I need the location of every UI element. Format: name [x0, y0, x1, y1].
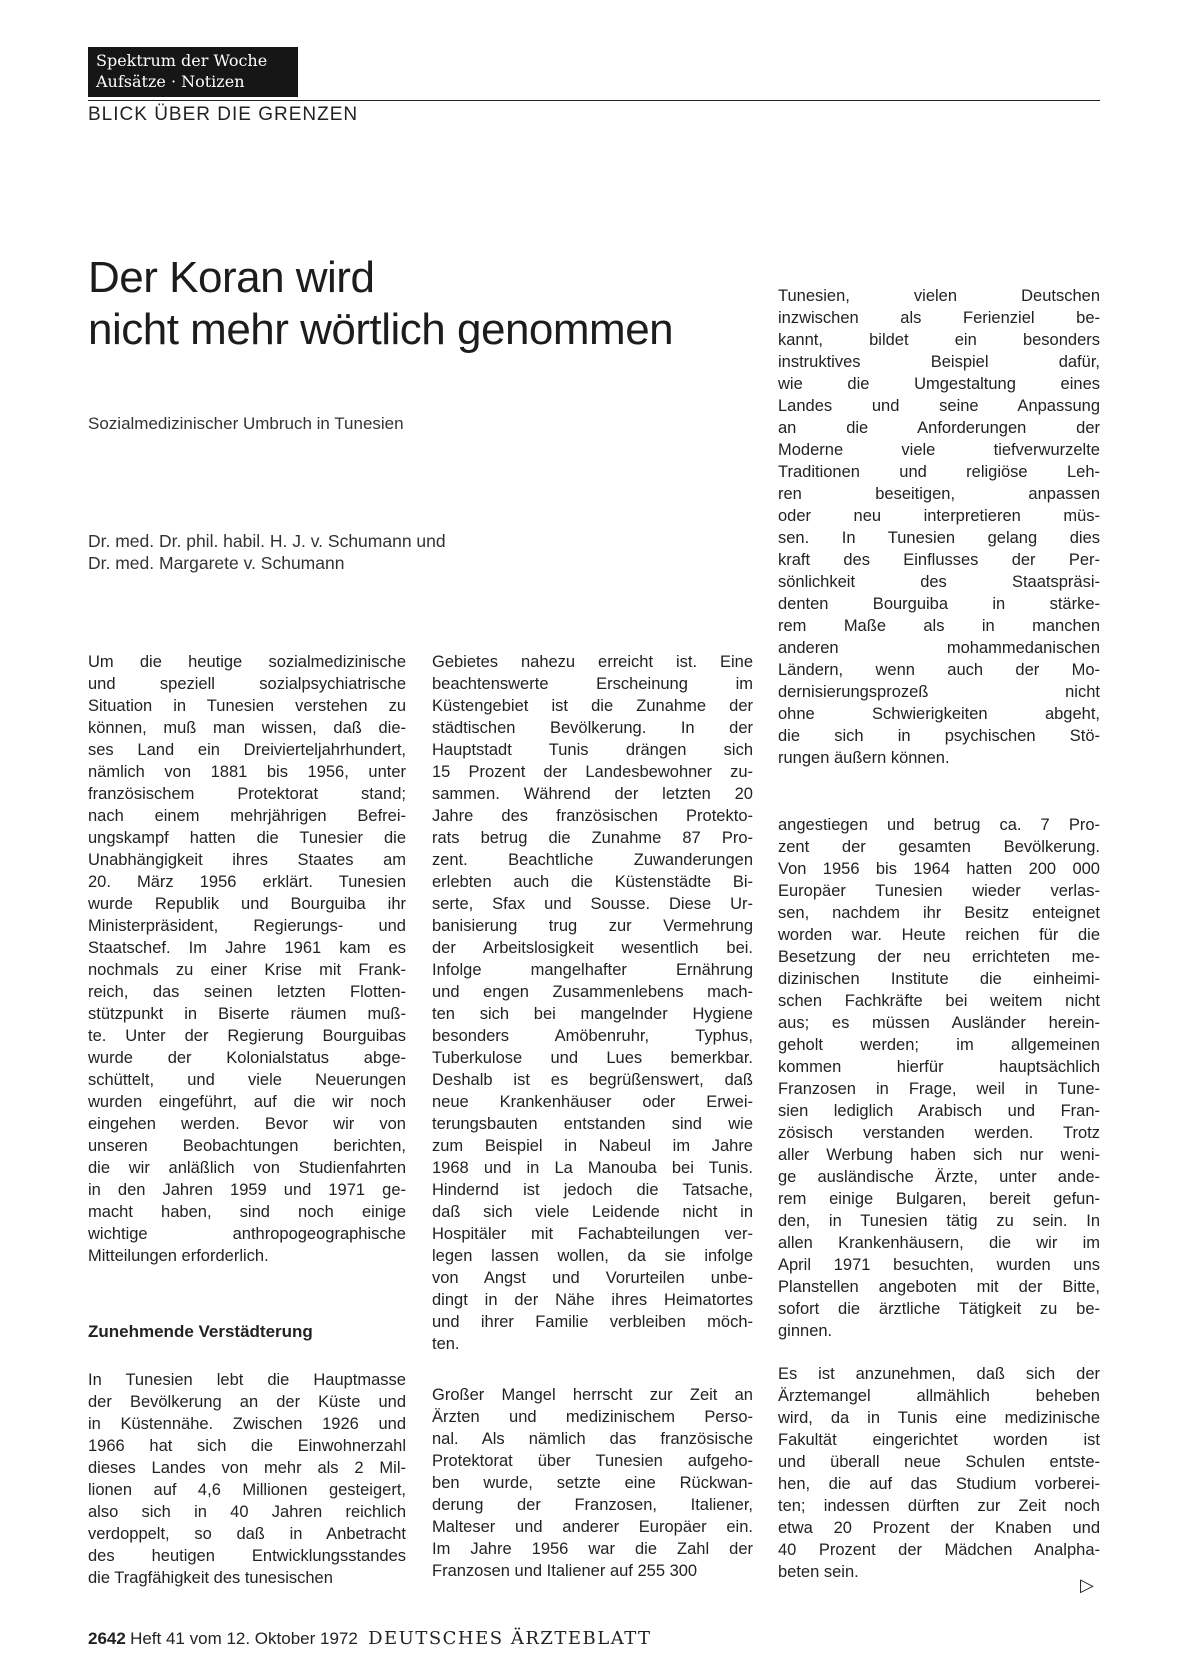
text-line: Großer Mangel herrscht zur Zeit an: [432, 1386, 753, 1404]
column-2-paragraph-2: [432, 1384, 753, 1582]
text-line: nochmals zu einer Krise mit Frank-: [88, 961, 406, 979]
text-line: Ärzten und medizinischem Perso-: [432, 1408, 753, 1426]
text-line: Unabhängigkeit ihres Staates am: [88, 851, 406, 869]
text-line: neue Krankenhäuser oder Erwei-: [432, 1093, 753, 1111]
column-2-paragraph-1: [432, 651, 753, 1355]
text-line: von Angst und Vorurteilen unbe-: [432, 1269, 753, 1287]
text-line: Es ist anzunehmen, daß sich der: [778, 1365, 1100, 1383]
text-line: und ihrer Familie verbleiben möch-: [432, 1313, 753, 1331]
text-line: stützpunkt in Biserte räumen muß-: [88, 1005, 406, 1023]
column-3-paragraph-2: [778, 814, 1100, 1342]
text-line: dernisierungsprozeß nicht: [778, 683, 1100, 701]
text-line: Situation in Tunesien verstehen zu: [88, 697, 406, 715]
text-line: Gebietes nahezu erreicht ist. Eine: [432, 653, 753, 671]
magazine-name: DEUTSCHES ÄRZTEBLATT: [368, 1628, 652, 1649]
text-line: banisierung trug zur Vermehrung: [432, 917, 753, 935]
text-line: ten; indessen dürften zur Zeit noch: [778, 1497, 1100, 1515]
text-line: Um die heutige sozialmedizinische: [88, 653, 406, 671]
text-line: also sich in 40 Jahren reichlich: [88, 1503, 406, 1521]
text-line: französischem Protektorat stand;: [88, 785, 406, 803]
text-line: nal. Als nämlich das französische: [432, 1430, 753, 1448]
text-line: beachtenswerte Erscheinung im: [432, 675, 753, 693]
text-line: worden war. Heute reichen für die: [778, 926, 1100, 944]
text-line: und engen Zusammenlebens mach-: [432, 983, 753, 1001]
text-line: ginnen.: [778, 1322, 833, 1340]
text-line: Infolge mangelhafter Ernährung: [432, 961, 753, 979]
text-line: 1968 und in La Manouba bei Tunis.: [432, 1159, 753, 1177]
text-line: Hindernd ist jedoch die Tatsache,: [432, 1181, 753, 1199]
text-line: ungskampf hatten die Tunesier die: [88, 829, 406, 847]
badge-line-2: Aufsätze · Notizen: [96, 72, 245, 91]
text-line: April 1971 besuchten, wurden uns: [778, 1256, 1100, 1274]
text-line: Protektorat über Tunesien aufgeho-: [432, 1452, 753, 1470]
text-line: eingehen werden. Bevor wir von: [88, 1115, 406, 1133]
text-line: kraft des Einflusses der Per-: [778, 551, 1100, 569]
text-line: rem einige Bulgaren, bereit gefun-: [778, 1190, 1100, 1208]
author-line-1: Dr. med. Dr. phil. habil. H. J. v. Schumann und: [88, 531, 446, 551]
text-line: wird, da in Tunis eine medizinische: [778, 1409, 1100, 1427]
text-line: beten sein.: [778, 1563, 859, 1581]
text-line: Von 1956 bis 1964 hatten 200 000: [778, 860, 1100, 878]
text-line: reich, das seinen letzten Flotten-: [88, 983, 406, 1001]
text-line: Hauptstadt Tunis drängen sich: [432, 741, 753, 759]
article-title: [88, 252, 673, 356]
text-line: die Tragfähigkeit des tunesischen: [88, 1569, 333, 1587]
text-line: ten sich bei mangelnder Hygiene: [432, 1005, 753, 1023]
text-line: In Tunesien lebt die Hauptmasse: [88, 1371, 406, 1389]
text-line: aller Werbung haben sich nur weni-: [778, 1146, 1100, 1164]
text-line: te. Unter der Regierung Bourguibas: [88, 1027, 406, 1045]
text-line: sen. In Tunesien gelang dies: [778, 529, 1100, 547]
text-line: Besetzung der neu errichteten me-: [778, 948, 1100, 966]
text-line: sien lediglich Arabisch und Fran-: [778, 1102, 1100, 1120]
text-line: terungsbauten entstanden sind wie: [432, 1115, 753, 1133]
text-line: 1966 hat sich die Einwohnerzahl: [88, 1437, 406, 1455]
text-line: erlebten auch die Küstenstädte Bi-: [432, 873, 753, 891]
text-line: 40 Prozent der Mädchen Analpha-: [778, 1541, 1100, 1559]
article-authors: [88, 530, 446, 574]
text-line: Ländern, wenn auch der Mo-: [778, 661, 1100, 679]
text-line: die sich in psychischen Stö-: [778, 727, 1100, 745]
text-line: Deshalb ist es begrüßenswert, daß: [432, 1071, 753, 1089]
column-1-paragraph-2: [88, 1369, 406, 1589]
text-line: denten Bourguiba in stärke-: [778, 595, 1100, 613]
text-line: Ärztemangel allmählich beheben: [778, 1387, 1100, 1405]
text-line: lionen auf 4,6 Millionen gesteigert,: [88, 1481, 406, 1499]
page-number: 2642: [88, 1629, 126, 1648]
text-line: dizinischen Institute die einheimi-: [778, 970, 1100, 988]
text-line: ben wurde, setzte eine Rückwan-: [432, 1474, 753, 1492]
text-line: allen Krankenhäusern, die wir im: [778, 1234, 1100, 1252]
text-line: und speziell sozialpsychiatrische: [88, 675, 406, 693]
text-line: rats betrug die Zunahme 87 Pro-: [432, 829, 753, 847]
issue-info: Heft 41 vom 12. Oktober 1972: [130, 1629, 358, 1648]
text-line: wie die Umgestaltung eines: [778, 375, 1100, 393]
text-line: ohne Schwierigkeiten abgeht,: [778, 705, 1100, 723]
text-line: nach einem mehrjährigen Befrei-: [88, 807, 406, 825]
subheading: Zunehmende Verstädterung: [88, 1322, 313, 1341]
column-1-paragraph-1: [88, 651, 406, 1267]
text-line: inzwischen als Ferienziel be-: [778, 309, 1100, 327]
text-line: 15 Prozent der Landesbewohner zu-: [432, 763, 753, 781]
header-rule: [88, 100, 1100, 101]
text-line: Malteser und anderer Europäer ein.: [432, 1518, 753, 1536]
column-3-intro: [778, 285, 1100, 769]
text-line: können, muß man wissen, daß die-: [88, 719, 406, 737]
text-line: oder neu interpretieren müs-: [778, 507, 1100, 525]
text-line: der Bevölkerung an der Küste und: [88, 1393, 406, 1411]
text-line: wurde der Kolonialstatus abge-: [88, 1049, 406, 1067]
text-line: wurde Republik und Bourguiba ihr: [88, 895, 406, 913]
continue-arrow-icon: ▷: [1080, 1575, 1094, 1596]
text-line: Franzosen in Frage, weil in Tune-: [778, 1080, 1100, 1098]
text-line: 20. März 1956 erklärt. Tunesien: [88, 873, 406, 891]
text-line: sönlichkeit des Staatspräsi-: [778, 573, 1100, 591]
text-line: Hospitäler mit Fachabteilungen ver-: [432, 1225, 753, 1243]
text-line: den, in Tunesien tätig zu sein. In: [778, 1212, 1100, 1230]
text-line: derung der Franzosen, Italiener,: [432, 1496, 753, 1514]
text-line: Tunesien, vielen Deutschen: [778, 287, 1100, 305]
text-line: serte, Sfax und Sousse. Diese Ur-: [432, 895, 753, 913]
text-line: verdoppelt, so daß in Anbetracht: [88, 1525, 406, 1543]
text-line: kannt, bildet ein besonders: [778, 331, 1100, 349]
text-line: dieses Landes von mehr als 2 Mil-: [88, 1459, 406, 1477]
text-line: zent der gesamten Bevölkerung.: [778, 838, 1100, 856]
text-line: Im Jahre 1956 war die Zahl der: [432, 1540, 753, 1558]
text-line: Traditionen und religiöse Leh-: [778, 463, 1100, 481]
text-line: ten.: [432, 1335, 460, 1353]
text-line: Franzosen und Italiener auf 255 300: [432, 1562, 698, 1580]
text-line: in Küstennähe. Zwischen 1926 und: [88, 1415, 406, 1433]
text-line: Europäer Tunesien wieder verlas-: [778, 882, 1100, 900]
column-3-paragraph-3: [778, 1363, 1100, 1583]
article-subtitle: Sozialmedizinischer Umbruch in Tunesien: [88, 414, 404, 433]
author-line-2: Dr. med. Margarete v. Schumann: [88, 553, 345, 573]
section-badge: [88, 47, 298, 97]
text-line: nämlich von 1881 bis 1956, unter: [88, 763, 406, 781]
text-line: besonders Amöbenruhr, Typhus,: [432, 1027, 753, 1045]
text-line: ses Land ein Dreivierteljahrhundert,: [88, 741, 406, 759]
text-line: Ministerpräsident, Regierungs- und: [88, 917, 406, 935]
text-line: Staatschef. Im Jahre 1961 kam es: [88, 939, 406, 957]
text-line: instruktives Beispiel dafür,: [778, 353, 1100, 371]
text-line: Küstengebiet ist die Zunahme der: [432, 697, 753, 715]
text-line: städtischen Bevölkerung. In der: [432, 719, 753, 737]
text-line: der Arbeitslosigkeit wesentlich bei.: [432, 939, 753, 957]
badge-line-1: Spektrum der Woche: [96, 51, 268, 70]
text-line: sofort die ärztliche Tätigkeit zu be-: [778, 1300, 1100, 1318]
text-line: zum Beispiel in Nabeul im Jahre: [432, 1137, 753, 1155]
text-line: wichtige anthropogeographische: [88, 1225, 406, 1243]
text-line: sen, nachdem ihr Besitz enteignet: [778, 904, 1100, 922]
text-line: Planstellen angeboten mit der Bitte,: [778, 1278, 1100, 1296]
text-line: etwa 20 Prozent der Knaben und: [778, 1519, 1100, 1537]
text-line: schüttelt, und viele Neuerungen: [88, 1071, 406, 1089]
section-heading: BLICK ÜBER DIE GRENZEN: [88, 104, 359, 125]
text-line: an die Anforderungen der: [778, 419, 1100, 437]
text-line: angestiegen und betrug ca. 7 Pro-: [778, 816, 1100, 834]
text-line: ge ausländische Ärzte, unter ande-: [778, 1168, 1100, 1186]
text-line: Mitteilungen erforderlich.: [88, 1247, 269, 1265]
text-line: rem Maße als in manchen: [778, 617, 1100, 635]
title-line-2: nicht mehr wörtlich genommen: [88, 305, 674, 354]
text-line: zösisch verstanden werden. Trotz: [778, 1124, 1100, 1142]
text-line: in den Jahren 1959 und 1971 ge-: [88, 1181, 406, 1199]
text-line: schen Fachkräfte bei weitem nicht: [778, 992, 1100, 1010]
text-line: und überall neue Schulen entste-: [778, 1453, 1100, 1471]
text-line: legen lassen wollen, da sie infolge: [432, 1247, 753, 1265]
text-line: zent. Beachtliche Zuwanderungen: [432, 851, 753, 869]
text-line: rungen äußern können.: [778, 749, 950, 767]
page-footer: [88, 1628, 652, 1649]
text-line: Fakultät eingerichtet worden ist: [778, 1431, 1100, 1449]
text-line: kommen hierfür hauptsächlich: [778, 1058, 1100, 1076]
text-line: macht haben, sind noch einige: [88, 1203, 406, 1221]
text-line: unseren Beobachtungen berichten,: [88, 1137, 406, 1155]
text-line: daß sich viele Leidende nicht in: [432, 1203, 753, 1221]
text-line: Jahre des französischen Protekto-: [432, 807, 753, 825]
text-line: ren beseitigen, anpassen: [778, 485, 1100, 503]
text-line: des heutigen Entwicklungsstandes: [88, 1547, 406, 1565]
title-line-1: Der Koran wird: [88, 253, 375, 302]
text-line: Moderne viele tiefverwurzelte: [778, 441, 1100, 459]
text-line: Tuberkulose und Lues bemerkbar.: [432, 1049, 753, 1067]
text-line: Landes und seine Anpassung: [778, 397, 1100, 415]
text-line: die wir anläßlich von Studienfahrten: [88, 1159, 406, 1177]
text-line: hen, die auf das Studium vorberei-: [778, 1475, 1100, 1493]
text-line: geholt werden; im allgemeinen: [778, 1036, 1100, 1054]
text-line: anderen mohammedanischen: [778, 639, 1100, 657]
text-line: sammen. Während der letzten 20: [432, 785, 753, 803]
text-line: aus; es müssen Ausländer herein-: [778, 1014, 1100, 1032]
text-line: dingt in der Nähe ihres Heimatortes: [432, 1291, 753, 1309]
text-line: wurden eingeführt, auf die wir noch: [88, 1093, 406, 1111]
